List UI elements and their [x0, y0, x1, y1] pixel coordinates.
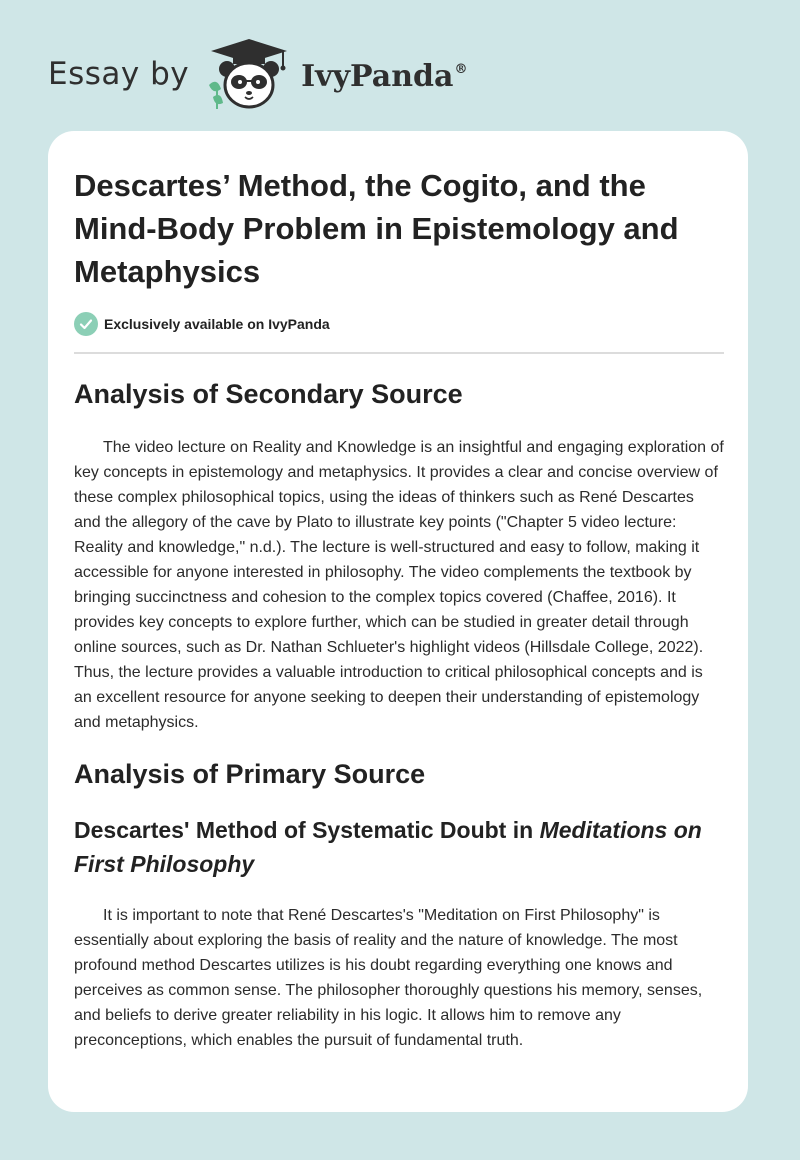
section-heading-secondary-source: Analysis of Secondary Source: [74, 379, 463, 409]
exclusive-badge: [74, 312, 724, 336]
title-divider: [74, 352, 724, 354]
subheading-plain: Descartes' Method of Systematic Doubt in: [74, 817, 540, 843]
subsection-heading-systematic-doubt: [74, 813, 724, 881]
exclusive-text: Exclusively available on IvyPanda: [104, 316, 330, 332]
article-card: [48, 131, 748, 1112]
registered-mark: ®: [454, 61, 468, 77]
article-content: [74, 164, 724, 1053]
check-circle-icon: [74, 312, 98, 336]
primary-source-paragraph: It is important to note that René Descartes's "Meditation on First Philosophy" is essentially about exploring the basis of reality and the nature of knowledge. The most profound method Descartes utilizes is his doubt regarding everything one knows and perceives as common sense. The philosopher thoroughly questions his memory, senses, and beliefs to derive greater reliability in his logic. It allows him to remove any preconceptions, which enables the pursuit of fundamental truth.: [74, 907, 703, 1049]
panda-logo-icon: [203, 37, 295, 111]
brand-prefix: Essay by: [48, 56, 190, 92]
brand-header[interactable]: [48, 34, 467, 114]
brand-name-text: IvyPanda: [301, 58, 454, 94]
article-title: Descartes’ Method, the Cogito, and the Mind-Body Problem in Epistemology and Metaphysics: [74, 168, 679, 289]
secondary-source-paragraph: The video lecture on Reality and Knowledge is an insightful and engaging exploration of key concepts in epistemology and metaphysics. It provides a clear and concise overview of these complex philosophical topics, using the ideas of thinkers such as René Descartes and the allegory of the cave by Plato to illustrate key points ("Chapter 5 video lecture: Reality and knowledge," n.d.). The lecture is well-structured and easy to follow, making it accessible for anyone interested in philosophy. The video complements the textbook by bringing succinctness and cohesion to the complex topics covered (Chaffee, 2016). It provides key concepts to explore further, which can be studied in greater detail through online sources, such as Dr. Nathan Schlueter's highlight videos (Hillsdale College, 2022). Thus, the lecture provides a valuable introduction to critical philosophical concepts and is an excellent resource for anyone seeking to deepen their understanding of epistemology and metaphysics.: [74, 439, 724, 731]
subheading-italic: Meditations on First Philosophy: [74, 817, 702, 877]
brand-name: [301, 59, 467, 94]
section-heading-primary-source: Analysis of Primary Source: [74, 759, 426, 789]
